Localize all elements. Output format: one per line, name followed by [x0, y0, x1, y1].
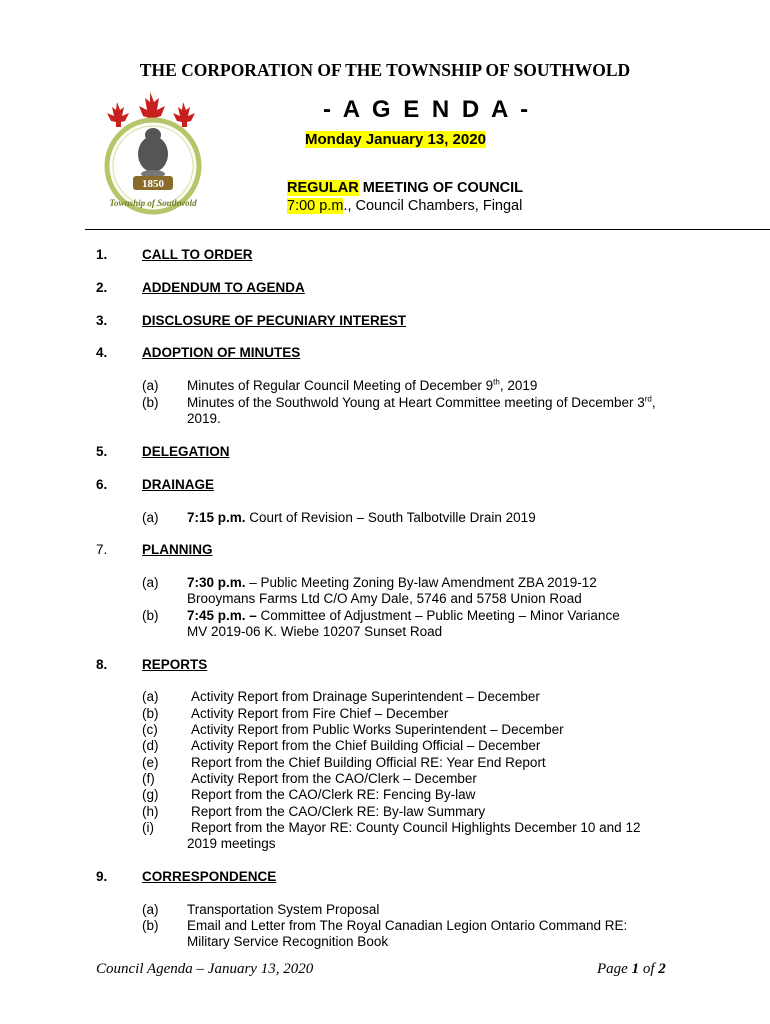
item-number: 9.: [96, 869, 108, 884]
sub-item-text: Transportation System Proposal: [187, 902, 380, 917]
township-logo: [95, 88, 215, 216]
item-heading-delegation: DELEGATION: [142, 444, 230, 459]
sub-label: (a): [142, 689, 159, 704]
item-number: 6.: [96, 477, 108, 492]
sub-item-text: Activity Report from Public Works Superintendent – December: [191, 722, 564, 737]
item-number: 3.: [96, 313, 108, 328]
sub-item-text: 7:30 p.m. – Public Meeting Zoning By-law Amendment ZBA 2019-12: [187, 575, 597, 590]
sub-item-text: 7:15 p.m. Court of Revision – South Talbotville Drain 2019: [187, 510, 536, 525]
sub-label: (d): [142, 738, 159, 753]
meeting-location: ., Council Chambers, Fingal: [343, 198, 523, 214]
item-number: 7.: [96, 542, 108, 557]
sub-label: (c): [142, 722, 158, 737]
sub-item-text: Email and Letter from The Royal Canadian Legion Ontario Command RE:: [187, 918, 628, 933]
item-heading-reports: REPORTS: [142, 657, 208, 672]
meeting-time: 7:00 p.m: [287, 198, 344, 214]
sub-item-text: Activity Report from the Chief Building Official – December: [191, 738, 541, 753]
sub-label: (a): [142, 575, 159, 590]
item-number: 2.: [96, 280, 108, 295]
item-heading-call-to-order: CALL TO ORDER: [142, 247, 253, 262]
sub-item-text: Minutes of the Southwold Young at Heart Committee meeting of December 3rd,: [187, 394, 656, 410]
item-heading-planning: PLANNING: [142, 542, 213, 557]
sub-item-text: 7:45 p.m. – Committee of Adjustment – Public Meeting – Minor Variance: [187, 608, 620, 623]
header-divider: [85, 229, 770, 230]
sub-label: (i): [142, 820, 154, 835]
sub-item-text: Report from the Chief Building Official RE: Year End Report: [191, 755, 546, 770]
logo-year: 1850: [142, 178, 164, 190]
sub-item-text: Activity Report from the CAO/Clerk – December: [191, 771, 477, 786]
corporation-title: THE CORPORATION OF THE TOWNSHIP OF SOUTHWOLD: [139, 60, 631, 80]
sub-label: (a): [142, 902, 159, 917]
agenda-title: - A G E N D A -: [323, 96, 532, 123]
item-heading-minutes: ADOPTION OF MINUTES: [142, 345, 301, 360]
sub-label: (b): [142, 706, 159, 721]
sub-item-text: Military Service Recognition Book: [187, 934, 389, 949]
meeting-time-location: [287, 198, 522, 214]
sub-label: (a): [142, 378, 159, 393]
meeting-type-rest: MEETING OF COUNCIL: [358, 180, 524, 196]
sub-item-text: Report from the CAO/Clerk RE: Fencing By-law: [191, 787, 476, 802]
sub-item-text: Minutes of Regular Council Meeting of December 9th, 2019: [187, 377, 538, 393]
sub-item-text: Report from the CAO/Clerk RE: By-law Summary: [191, 804, 486, 819]
sub-label: (b): [142, 395, 159, 410]
item-number: 4.: [96, 345, 108, 360]
item-heading-disclosure: DISCLOSURE OF PECUNIARY INTEREST: [142, 313, 407, 328]
item-heading-correspondence: CORRESPONDENCE: [142, 869, 277, 884]
item-number: 8.: [96, 657, 108, 672]
item-heading-addendum: ADDENDUM TO AGENDA: [142, 280, 305, 295]
item-number: 5.: [96, 444, 108, 459]
meeting-type: [287, 180, 523, 196]
sub-item-text: Brooymans Farms Ltd C/O Amy Dale, 5746 and 5758 Union Road: [187, 591, 582, 606]
sub-item-text: Activity Report from Fire Chief – December: [191, 706, 449, 721]
footer-title: Council Agenda – January 13, 2020: [96, 961, 314, 977]
sub-label: (b): [142, 608, 159, 623]
sub-label: (f): [142, 771, 155, 786]
meeting-date: Monday January 13, 2020: [305, 131, 486, 148]
sub-label: (e): [142, 755, 159, 770]
sub-label: (g): [142, 787, 159, 802]
logo-text: Township of Southwold: [109, 198, 197, 208]
sub-label: (b): [142, 918, 159, 933]
sub-label: (h): [142, 804, 159, 819]
sub-item-text: MV 2019-06 K. Wiebe 10207 Sunset Road: [187, 624, 443, 639]
sub-item-text: Activity Report from Drainage Superintendent – December: [191, 689, 540, 704]
item-number: 1.: [96, 247, 108, 262]
page-indicator: Page 1 of 2: [597, 961, 666, 977]
sub-label: (a): [142, 510, 159, 525]
sub-item-text: 2019 meetings: [187, 836, 276, 851]
sub-item-text: 2019.: [187, 411, 221, 426]
meeting-type-highlight: REGULAR: [287, 180, 359, 196]
item-heading-drainage: DRAINAGE: [142, 477, 215, 492]
sub-item-text: Report from the Mayor RE: County Council Highlights December 10 and 12: [191, 820, 641, 835]
